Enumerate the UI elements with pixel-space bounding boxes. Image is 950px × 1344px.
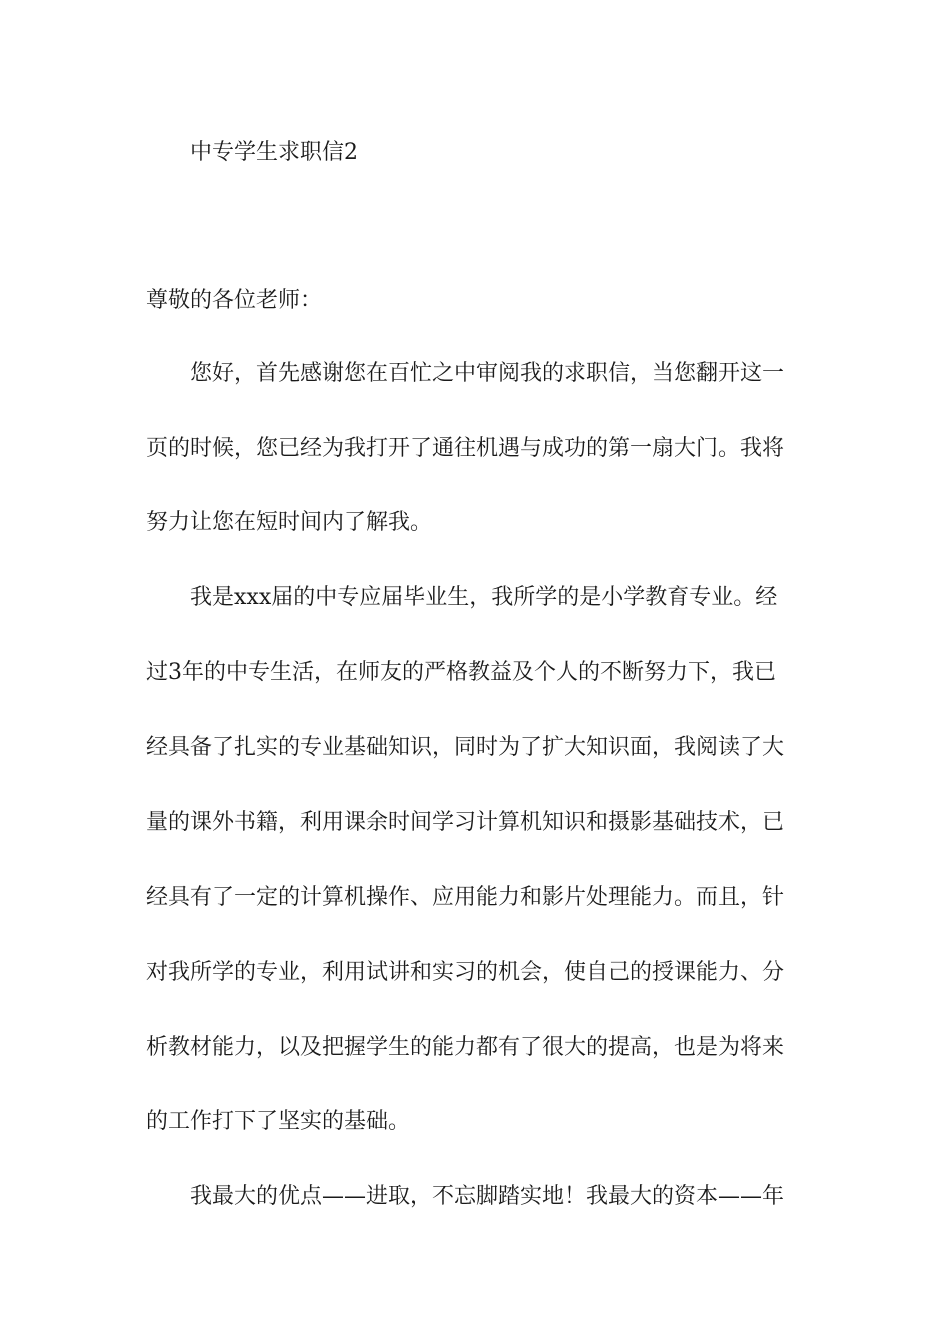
- paragraph-line: 您好，首先感谢您在百忙之中审阅我的求职信，当您翻开这一: [190, 361, 785, 386]
- paragraph-line: 经具备了扎实的专业基础知识，同时为了扩大知识面，我阅读了大: [146, 735, 785, 760]
- paragraph-line: 析教材能力，以及把握学生的能力都有了很大的提高，也是为将来: [146, 1035, 785, 1060]
- paragraph-line: 页的时候，您已经为我打开了通往机遇与成功的第一扇大门。我将: [146, 436, 785, 461]
- paragraph-line: 对我所学的专业，利用试讲和实习的机会，使自己的授课能力、分: [146, 960, 785, 985]
- paragraph-line: 我是xxx届的中专应届毕业生，我所学的是小学教育专业。经: [190, 585, 778, 610]
- paragraph-line: 努力让您在短时间内了解我。: [146, 510, 433, 535]
- paragraph-line: 过3年的中专生活，在师友的严格教益及个人的不断努力下，我已: [146, 660, 776, 685]
- paragraph-line: 的工作打下了坚实的基础。: [146, 1109, 411, 1134]
- paragraph-line: 经具有了一定的计算机操作、应用能力和影片处理能力。而且，针: [146, 885, 785, 910]
- document-title: 中专学生求职信2: [190, 140, 358, 165]
- salutation: 尊敬的各位老师：: [146, 288, 323, 313]
- paragraph-line: 量的课外书籍，利用课余时间学习计算机知识和摄影基础技术，已: [146, 810, 785, 835]
- paragraph-line: 我最大的优点——进取，不忘脚踏实地！我最大的资本——年: [190, 1184, 785, 1209]
